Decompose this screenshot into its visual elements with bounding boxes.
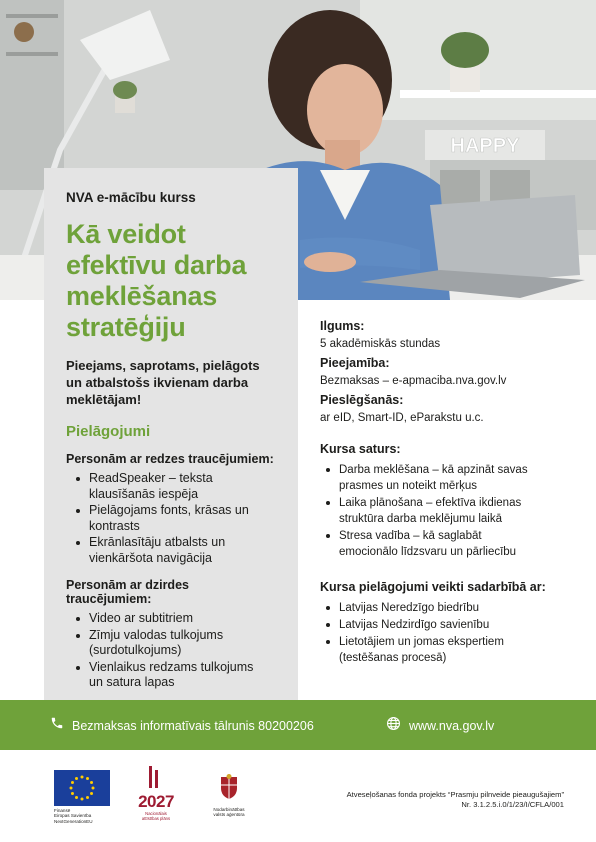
list-item: Lietotājiem un jomas ekspertiem (testēšanas procesā)	[326, 634, 570, 666]
course-title-line: Kā veidot	[66, 219, 186, 249]
vision-heading: Personām ar redzes traucējumiem:	[66, 452, 274, 466]
partners-heading: Kursa pielāgojumi veikti sadarbībā ar:	[320, 580, 546, 594]
course-details	[320, 318, 570, 667]
lead-line: meklētājam!	[66, 392, 142, 407]
list-item: Latvijas Neredzīgo biedrību	[326, 600, 570, 616]
partners-list	[320, 600, 570, 666]
list-item: Darba meklēšana – kā apzināt savas prasmes un noteikt mērķus	[326, 462, 570, 494]
nva-logo-text: Nodarbinātības valsts aģentūra	[213, 807, 245, 818]
eu-star-icon	[81, 798, 84, 801]
eu-star-icon	[71, 792, 74, 795]
course-info-panel	[44, 168, 298, 700]
list-item: Vienlaikus redzams tulkojums un satura lapas	[76, 660, 276, 691]
list-item: Zīmju valodas tulkojums (surdotulkojums)	[76, 628, 276, 659]
course-kicker: NVA e-mācību kurss	[66, 190, 196, 205]
list-item: Video ar subtitriem	[76, 611, 276, 627]
duration-label: Ilgums:	[320, 319, 365, 333]
phone-text: Bezmaksas informatīvais tālrunis 80200206	[72, 718, 314, 733]
national-plan-number: 2027	[138, 792, 174, 811]
eu-star-icon	[75, 777, 78, 780]
course-title-line: stratēģiju	[66, 312, 186, 342]
duration-value: 5 akadēmiskās stundas	[320, 338, 441, 350]
content-heading: Kursa saturs:	[320, 442, 401, 456]
website-text: www.nva.gov.lv	[409, 719, 495, 733]
login-value: ar eID, Smart-ID, eParakstu u.c.	[320, 412, 484, 424]
hearing-heading: Personām ar dzirdes traucējumiem:	[66, 578, 189, 606]
list-item: Stresa vadība – kā saglabāt emocionālo līdzsvaru un pārliecību	[326, 528, 570, 560]
eu-logo-text: Finansē Eiropas Savienība NextGenerationEU	[54, 808, 93, 824]
eu-logo	[54, 770, 110, 824]
course-lead	[66, 357, 276, 408]
national-plan-mark-icon	[146, 766, 166, 788]
coat-of-arms-icon	[218, 774, 240, 800]
eu-star-icon	[70, 787, 73, 790]
national-plan-logo	[133, 766, 179, 821]
access-label: Pieejamība:	[320, 356, 390, 370]
footer	[0, 750, 596, 842]
list-item: Pielāgojams fonts, krāsas un kontrasts	[76, 503, 276, 534]
login-label: Pieslēgšanās:	[320, 393, 404, 407]
phone-contact[interactable]	[50, 716, 314, 735]
list-item: ReadSpeaker – teksta klausīšanās iespēja	[76, 471, 276, 502]
eu-star-icon	[90, 781, 93, 784]
nva-logo	[205, 774, 253, 818]
hearing-list	[66, 611, 276, 691]
eu-star-icon	[86, 777, 89, 780]
lead-line: un atbalstošs ikvienam darba	[66, 375, 249, 390]
list-item: Latvijas Nedzirdīgo savienību	[326, 617, 570, 633]
course-title-line: efektīvu darba	[66, 250, 247, 280]
eu-star-icon	[71, 781, 74, 784]
website-link[interactable]	[386, 716, 494, 736]
project-number: Nr. 3.1.2.5.i.0/1/23/I/CFLA/001	[461, 800, 564, 809]
list-item: Laika plānošana – efektīva ikdienas struktūra darba meklējumu laikā	[326, 495, 570, 527]
lead-line: Pieejams, saprotams, pielāgots	[66, 358, 260, 373]
course-title	[66, 219, 276, 343]
eu-star-icon	[86, 796, 89, 799]
eu-star-icon	[81, 776, 84, 779]
eu-star-icon	[92, 787, 95, 790]
phone-icon	[50, 716, 64, 735]
national-plan-text: Nacionālais attīstības plāns	[141, 811, 171, 821]
content-list	[320, 462, 570, 560]
project-reference	[284, 790, 564, 810]
eu-flag-icon	[54, 770, 110, 806]
list-item: Ekrānlasītāju atbalsts un vienkāršota navigācija	[76, 535, 276, 566]
access-value: Bezmaksas – e-apmaciba.nva.gov.lv	[320, 375, 507, 387]
adaptations-heading: Pielāgojumi	[66, 423, 151, 440]
eu-star-icon	[75, 796, 78, 799]
contact-bar	[0, 700, 596, 750]
vision-list	[66, 471, 276, 566]
hero-sign-text: HAPPY	[450, 135, 520, 157]
eu-star-icon	[90, 792, 93, 795]
course-title-line: meklēšanas	[66, 281, 218, 311]
project-title: Atveseļošanas fonda projekts “Prasmju pilnveide pieaugušajiem”	[346, 790, 564, 799]
globe-icon	[386, 716, 401, 736]
